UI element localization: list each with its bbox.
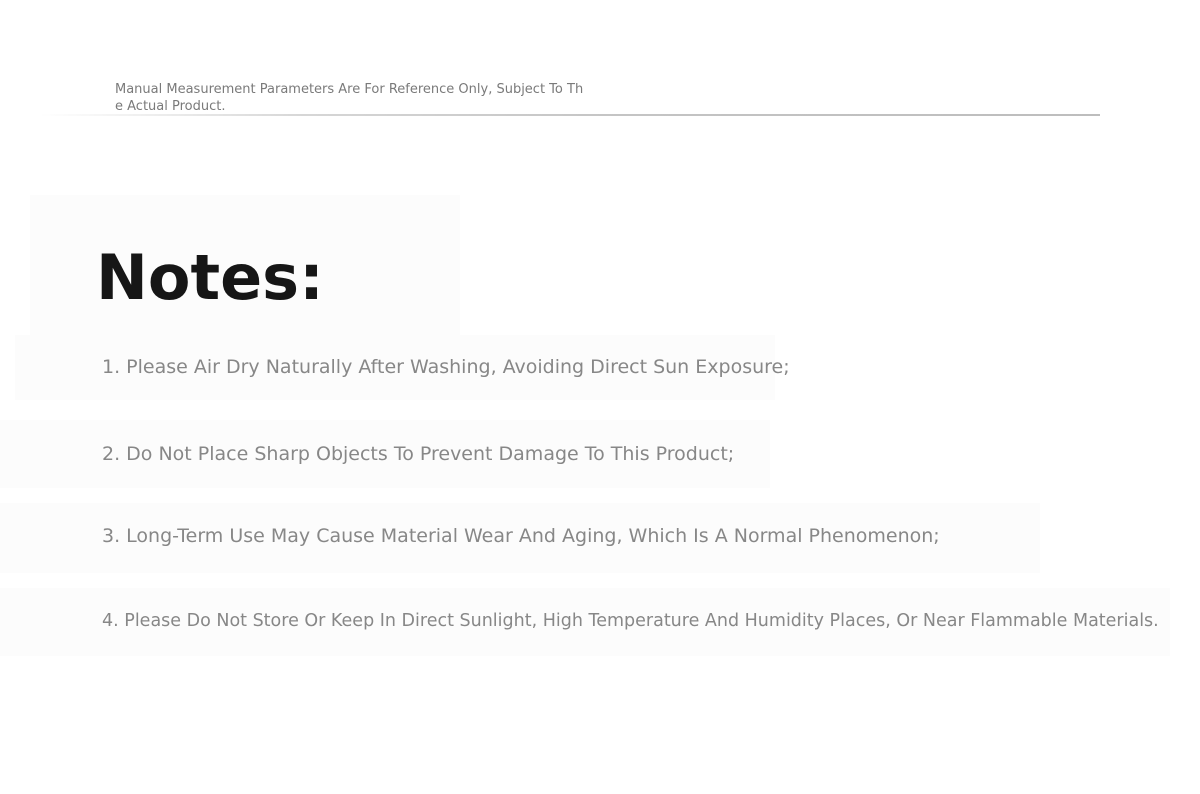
notes-title: Notes: [96,241,324,314]
note-item-3: 3. Long-Term Use May Cause Material Wear And Aging, Which Is A Normal Phenomenon; [102,525,940,547]
note-item-4: 4. Please Do Not Store Or Keep In Direct Sunlight, High Temperature And Humidity Places, Or Near Flammable Materials. [102,611,1159,631]
header-divider [40,114,1100,116]
note-item-2: 2. Do Not Place Sharp Objects To Prevent Damage To This Product; [102,443,735,465]
measurement-disclaimer: Manual Measurement Parameters Are For Reference Only, Subject To The Actual Product. [115,82,584,114]
note-item-1: 1. Please Air Dry Naturally After Washing, Avoiding Direct Sun Exposure; [102,356,790,378]
